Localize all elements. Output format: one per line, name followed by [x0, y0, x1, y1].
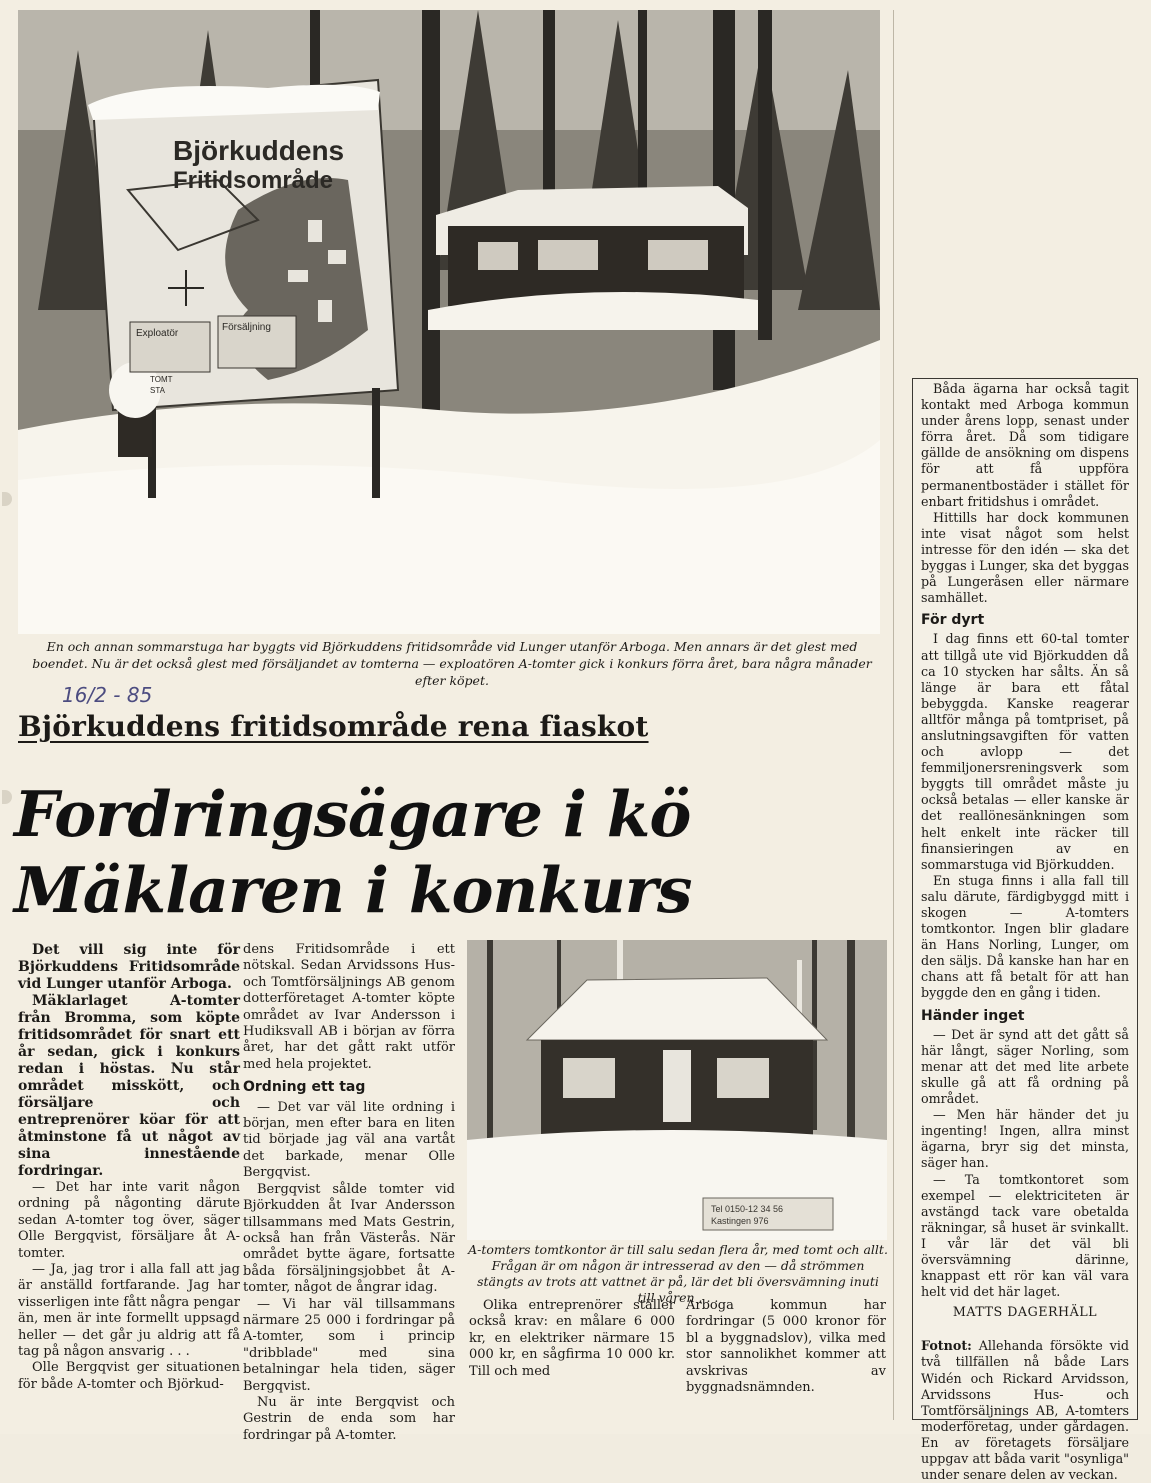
sign-title-2: Fritidsområde — [173, 167, 334, 194]
body-paragraph: Olika entreprenörer ställer också krav: en målare 6 000 kr, en elektriker närmare 15 000 kr, en sågfirma 10 000 kr. Till och med — [469, 1298, 675, 1379]
footnote-label: Fotnot: — [921, 1338, 972, 1354]
body-paragraph: Nu är inte Bergqvist och Gestrin de enda som har fordringar på A-tomter. — [243, 1394, 455, 1443]
body-paragraph: Arboga kommun har fordringar (5 000 kronor för bl a byggnadslov), vilka med stor sannolikhet kommer att avskrivas av byggnadsnämnden. — [686, 1298, 886, 1396]
body-paragraph: — Det var väl lite ordning i början, men efter bara en liten tid började jag väl ana vartåt det barkade, menar Olle Bergqvist. — [243, 1099, 455, 1181]
sign-label-exploator: Exploatör — [136, 328, 179, 339]
body-paragraph: — Vi har väl tillsammans närmare 25 000 i fordringar på A-tomter, som i princip "dribblade" med sina betalningar hela tiden, säger Bergqvist. — [243, 1296, 455, 1394]
article-column-4 — [686, 1298, 886, 1396]
subheading: För dyrt — [921, 612, 985, 629]
main-headline — [14, 776, 691, 928]
body-paragraph: Båda ägarna har också tagit kontakt med Arboga kommun under årens lopp, senast under förra året. Då som tidigare gällde de ansökning om dispens för att få uppföra permanentbostäder i stället för enbart fritidshus i området. — [921, 381, 1129, 509]
lead-paragraph-2: Mäklarlaget A-tomter från Bromma, som köpte fritidsområdet för snart ett år sedan, gick i konkurs redan i höstas. Nu står området misskött, och försäljare och entreprenörer köar för att åtminstone få ut något av sina innestående fordringar. — [18, 993, 240, 1179]
article-column-3 — [469, 1298, 675, 1380]
column-rule — [893, 10, 894, 1420]
photo-caption-house: A-tomters tomtkontor är till salu sedan flera år, med tomt och allt. Frågan är om någon är intresserad av den — då strömmen stängts av trots att vattnet är på, lär det bli översvämning inuti till våren . . . — [468, 1242, 888, 1305]
footnote — [921, 1338, 1129, 1483]
photo-sign-and-cabin — [18, 10, 880, 634]
body-paragraph: — Det har inte varit någon ordning på någonting därute sedan A-tomter tog över, säger Olle Bergqvist, försäljare åt A-tomter. — [18, 1180, 240, 1261]
sales-sign-text-2: Kastingen 976 — [711, 1216, 769, 1226]
sidebar-column — [912, 378, 1138, 1483]
body-paragraph: En stuga finns i alla fall till salu därute, färdigbyggd mitt i skogen — A-tomters tomtkontor. Ingen blir gladare än Hans Norling, Lunger, om den säljs. Då kanske han har en chans att få betalt för att han byggde den en gång i tiden. — [921, 872, 1129, 1001]
sales-sign-text-1: Tel 0150-12 34 56 — [711, 1204, 784, 1214]
body-paragraph: I dag finns ett 60-tal tomter att tillgå ute vid Björkudden då ca 10 stycken har sålts. Än så länge är bara ett fåtal bebyggda. Kanske reagerar alltför många på tomtpriset, på anslutningsavgiften för vatten och avlopp — det femmiljonersreningsverk som byggts till området måste ju också betalas — eller kanske är det reallönesänkningen som helt enkelt inte räcker till finansieringen av en sommarstuga vid Björkudden. — [921, 631, 1129, 872]
photo-sales-office — [467, 940, 887, 1240]
body-paragraph: — Det är synd att det gått så här långt, säger Norling, som menar att det med lite arbete skulle gå att få ordning på området. — [921, 1026, 1129, 1107]
body-paragraph: Hittills har dock kommunen inte visat något som helst intresse för den idén — ska det byggas i Lunger, ska det byggas på Lungeråsen eller närmare samhället. — [921, 509, 1129, 606]
kicker-headline: Björkuddens fritidsområde rena fiaskot — [18, 710, 649, 743]
article-column-1 — [18, 942, 240, 1393]
handwritten-date: 16/2 - 85 — [62, 683, 153, 707]
headline-line-1: Fordringsägare i kö — [14, 777, 691, 851]
punch-hole — [2, 492, 12, 506]
punch-hole — [2, 790, 12, 804]
article-column-2 — [243, 942, 455, 1444]
body-paragraph: dens Fritidsområde i ett nötskal. Sedan Arvidssons Hus- och Tomtförsäljnings AB genom dotterföretaget A-tomter köpte området av Ivar Andersson i Hudiksvall AB i början av förra året, har det gått rakt utför med hela projektet. — [243, 942, 455, 1072]
body-paragraph: Bergqvist sålde tomter vid Björkudden åt Ivar Andersson tillsammans med Mats Gestrin, också han från Västerås. När området bytte ägare, fortsatte båda försäljningsjobbet åt A-tomter, något de ångrar idag. — [243, 1181, 455, 1296]
lead-paragraph-1: Det vill sig inte för Björkuddens Fritidsområde vid Lunger utanför Arboga. — [18, 942, 240, 992]
body-paragraph: — Ja, jag tror i alla fall att jag är anställd fortfarande. Jag har visserligen inte fått några pengar än, men är inte formellt uppsagd heller — det går ju aldrig att få tag på någon ansvarig . . . — [18, 1262, 240, 1360]
sign-label-forsaljning: Försäljning — [222, 322, 271, 333]
sign-small-1: TOMT — [150, 375, 173, 384]
photo-caption-main: En och annan sommarstuga har byggts vid Björkuddens fritidsområde vid Lunger utanför Arboga. Men annars är det glest med boendet. Nu är det också glest med försäljandet av tomterna — exploatören A-tomter gick i konkurs förra året, bara några månader efter köpet. — [32, 639, 872, 688]
headline-line-2: Mäklaren i konkurs — [14, 853, 692, 927]
subheading: Ordning ett tag — [243, 1079, 366, 1096]
body-paragraph: — Men här händer det ju ingenting! Ingen, allra minst ägarna, bryr sig det minsta, säger han. — [921, 1107, 1129, 1171]
sign-small-2: STA — [150, 386, 165, 395]
subheading: Händer inget — [921, 1007, 1025, 1024]
footnote-text: Allehanda försökte vid två tillfällen nå både Lars Widén och Rickard Arvidsson, Arvidssons Hus- och Tomtförsäljnings AB, A-tomters moderföretag, under gårdagen. En av företagets försäljare uppgav att båda varit "osynliga" under senare delen av veckan. — [921, 1338, 1129, 1483]
sign-title-1: Björkuddens — [173, 135, 345, 166]
body-paragraph: — Ta tomtkontoret som exempel — elektriciteten är avstängd tack vare obetalda räkningar, så huset är svinkallt. I vår lär det väl bli översvämning därinne, knappast ett rör kan väl vara helt vid det här laget. — [921, 1171, 1129, 1300]
body-paragraph: Olle Bergqvist ger situationen för både A-tomter och Björkud- — [18, 1360, 240, 1392]
byline: MATTS DAGERHÄLL — [952, 1304, 1098, 1320]
